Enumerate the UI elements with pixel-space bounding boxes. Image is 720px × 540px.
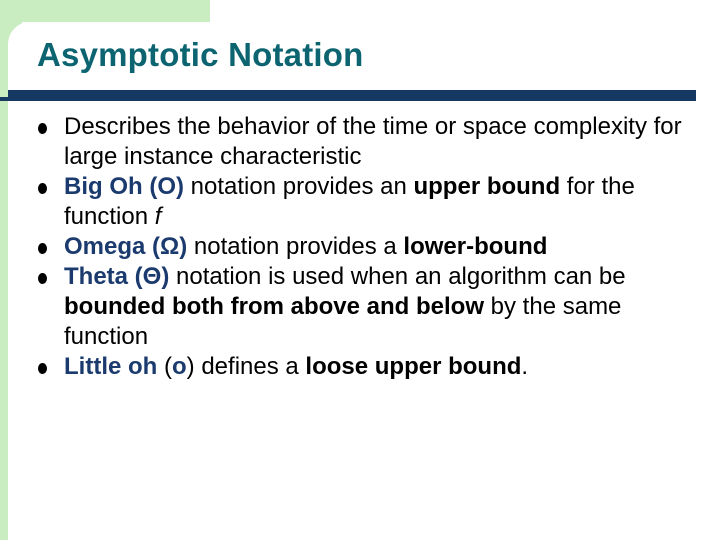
bullet-dot-icon — [38, 183, 47, 194]
math-symbol: f — [154, 203, 162, 230]
bullet-item — [38, 352, 688, 382]
bullet-text: . — [521, 353, 529, 380]
bullet-text: Describes the behavior of the time or space complexity for large instance characteristic — [64, 113, 682, 170]
bullet-text: notation is used when an algorithm can be — [169, 263, 626, 290]
bullet-text: ) defines a — [186, 353, 306, 380]
term-theta: Theta (Θ) — [64, 263, 170, 290]
bullet-item — [38, 262, 688, 352]
bullet-item — [38, 112, 688, 172]
title-divider-cap — [0, 97, 18, 101]
bullet-text: ( — [157, 353, 172, 380]
emphasis-text: upper bound — [413, 173, 561, 200]
bullet-list — [38, 112, 688, 382]
bullet-dot-icon — [38, 123, 47, 134]
bullet-text: notation provides a — [187, 233, 404, 260]
term-little-oh: Little oh — [64, 353, 158, 380]
term-big-oh: Big Oh (O) — [64, 173, 184, 200]
frame-top-accent — [0, 0, 210, 22]
bullet-item — [38, 232, 688, 262]
bullet-dot-icon — [38, 363, 47, 374]
bullet-dot-icon — [38, 273, 47, 284]
bullet-text: by the same function — [64, 293, 622, 350]
bullet-text: for the function — [64, 173, 635, 230]
emphasis-text: bounded both from above and below — [64, 293, 484, 320]
bullet-item — [38, 172, 688, 232]
title-divider-bar — [8, 90, 696, 101]
term-omega: Omega (Ω) — [64, 233, 188, 260]
bullet-dot-icon — [38, 243, 47, 254]
emphasis-text: lower-bound — [403, 233, 548, 260]
bullet-text: notation provides an — [183, 173, 414, 200]
term-little-oh-symbol: o — [172, 353, 187, 380]
slide-title: Asymptotic Notation — [37, 36, 364, 73]
emphasis-text: loose upper bound — [305, 353, 522, 380]
